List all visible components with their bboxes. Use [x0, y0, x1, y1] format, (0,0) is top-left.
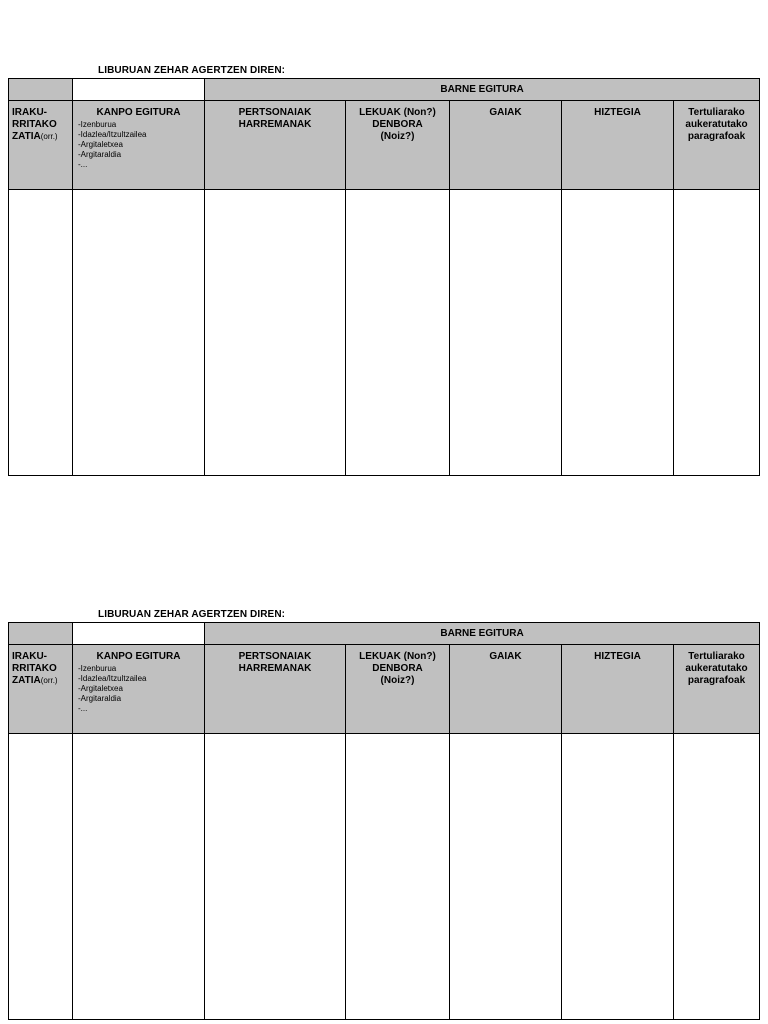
header-tertuliarako	[674, 101, 760, 190]
header-label: LEKUAK (Non?) DENBORA (Noiz?)	[359, 107, 436, 142]
blank-header-cell	[9, 79, 73, 101]
kanpo-list	[78, 664, 204, 714]
section-caption: LIBURUAN ZEHAR AGERTZEN DIREN:	[98, 65, 286, 76]
header-gaiak	[450, 645, 562, 734]
worksheet-table	[8, 622, 760, 1020]
blank-header-cell	[73, 623, 205, 645]
header-label: HIZTEGIA	[594, 107, 641, 118]
entry-cell[interactable]	[450, 734, 562, 1020]
header-label: Tertuliarako aukeratutako paragrafoak	[685, 107, 748, 142]
entry-cell[interactable]	[562, 190, 674, 476]
entry-cell[interactable]	[346, 734, 450, 1020]
header-label: Tertuliarako aukeratutako paragrafoak	[685, 651, 748, 686]
list-item: -Argitaraldia	[78, 694, 122, 703]
header-label: GAIAK	[489, 107, 522, 118]
header-label: IRAKU- RRITAKO ZATIA	[12, 107, 57, 142]
header-suffix: (orr.)	[40, 676, 58, 685]
list-item: -Izenburua	[78, 120, 117, 129]
section-caption: LIBURUAN ZEHAR AGERTZEN DIREN:	[98, 609, 286, 620]
blank-header-cell	[73, 79, 205, 101]
entry-cell[interactable]	[73, 734, 205, 1020]
entry-cell[interactable]	[450, 190, 562, 476]
header-suffix: (orr.)	[40, 132, 58, 141]
list-item: -Idazlea/Itzultzailea	[78, 674, 147, 683]
header-hiztegia	[562, 101, 674, 190]
entry-cell[interactable]	[9, 734, 73, 1020]
header-tertuliarako	[674, 645, 760, 734]
list-item: -Izenburua	[78, 664, 117, 673]
list-item: -Argitaraldia	[78, 150, 122, 159]
list-item: -...	[78, 160, 88, 169]
header-lekuak	[346, 101, 450, 190]
list-item: -Argitaletxea	[78, 140, 123, 149]
barne-egitura-header: BARNE EGITURA	[205, 623, 760, 645]
list-item: -Argitaletxea	[78, 684, 123, 693]
header-label: PERTSONAIAK HARREMANAK	[238, 651, 312, 674]
header-label: PERTSONAIAK HARREMANAK	[238, 107, 312, 130]
kanpo-list	[78, 120, 204, 170]
entry-cell[interactable]	[73, 190, 205, 476]
header-irakurritako-zatia	[9, 101, 73, 190]
entry-cell[interactable]	[205, 190, 346, 476]
header-label: HIZTEGIA	[594, 651, 641, 662]
header-kanpo-egitura	[73, 101, 205, 190]
header-pertsonaiak	[205, 101, 346, 190]
blank-header-cell	[9, 623, 73, 645]
list-item: -Idazlea/Itzultzailea	[78, 130, 147, 139]
header-hiztegia	[562, 645, 674, 734]
header-kanpo-egitura	[73, 645, 205, 734]
entry-cell[interactable]	[562, 734, 674, 1020]
entry-cell[interactable]	[674, 734, 760, 1020]
list-item: -...	[78, 704, 88, 713]
kanpo-title: KANPO EGITURA	[96, 107, 181, 118]
header-label: IRAKU- RRITAKO ZATIA	[12, 651, 57, 686]
header-gaiak	[450, 101, 562, 190]
header-irakurritako-zatia	[9, 645, 73, 734]
header-label: LEKUAK (Non?) DENBORA (Noiz?)	[359, 651, 436, 686]
entry-cell[interactable]	[205, 734, 346, 1020]
worksheet-table	[8, 78, 760, 476]
header-pertsonaiak	[205, 645, 346, 734]
kanpo-title: KANPO EGITURA	[96, 651, 181, 662]
barne-egitura-header: BARNE EGITURA	[205, 79, 760, 101]
header-label: GAIAK	[489, 651, 522, 662]
entry-cell[interactable]	[346, 190, 450, 476]
entry-cell[interactable]	[9, 190, 73, 476]
header-lekuak	[346, 645, 450, 734]
entry-cell[interactable]	[674, 190, 760, 476]
